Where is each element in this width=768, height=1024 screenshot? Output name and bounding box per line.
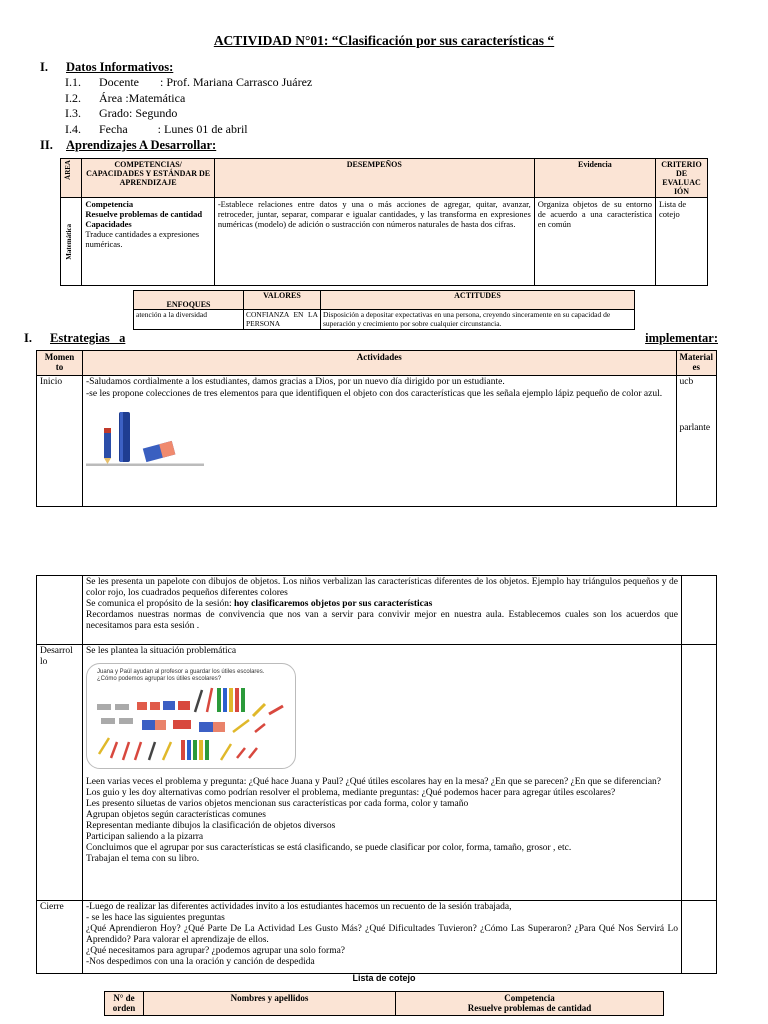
section-aprendizajes (40, 138, 216, 153)
cell-enfoque: atención a la diversidad (134, 310, 244, 330)
header-evidencia: Evidencia (534, 159, 655, 198)
section-label: Datos Informativos: (66, 60, 174, 74)
cell-materiales-blank (682, 576, 717, 645)
header-momento: Momen to (37, 351, 83, 376)
section-estrategias (24, 331, 718, 346)
cell-actividades-inicio: -Saludamos cordialmente a los estudiantes, damos gracias a Dios, por un nuevo día dirigido por un estudiante. -se les propone colecciones de tres elementos para que identifiquen el objeto con dos características que les señala ejemplo lápiz pequeño de color azul. (83, 376, 677, 507)
page-title: ACTIVIDAD N°01: “Clasificación por sus características “ (213, 33, 555, 48)
enfoques-table (133, 290, 635, 330)
cell-actividades-inicio-continued: Se les presenta un papelote con dibujos de objetos. Los niños verbalizan las características diferentes de los objetos. Ejemplo hay triángulos pequeños y de color rojo, los cuadrados pequeños diferentes colores Se comunica el propósito de la sesión: hoy clasificaremos objetos por sus características Recordamos nuestras normas de convivencia que nos van a servir para convivir mejor en nuestra aula. Establecemos cuales son los acuerdos que necesitamos para esta sesión . (83, 576, 682, 645)
cell-momento-blank (37, 576, 83, 645)
competencias-table (60, 158, 708, 286)
cell-actitud: Disposición a depositar expectativas en una persona, creyendo sinceramente en su capacidad de superación y crecimiento por sobre cualquier circunstancia. (321, 310, 635, 330)
estrategias-table (36, 350, 717, 507)
cell-area: Matemática (61, 198, 82, 286)
school-supplies-image (86, 406, 216, 466)
problem-illustration: Juana y Paúl ayudan al profesor a guardar los útiles escolares. ¿Cómo podemos agrupar los útiles escolares? (86, 663, 296, 769)
cell-materiales-desarrollo (682, 645, 717, 901)
cell-momento-desarrollo: Desarrol lo (37, 645, 83, 901)
section-datos-informativos (40, 60, 173, 75)
cell-momento-inicio: Inicio (37, 376, 83, 507)
cell-materiales-inicio: ucb parlante (676, 376, 716, 507)
header-actividades: Actividades (83, 351, 677, 376)
info-item-fecha: I.4. Fecha : Lunes 01 de abril (65, 121, 248, 136)
school-supplies-drawing (87, 684, 295, 768)
info-list (65, 75, 312, 137)
cell-materiales-cierre (682, 901, 717, 974)
section-label: Aprendizajes A Desarrollar: (66, 138, 217, 152)
header-actitudes: ACTITUDES (321, 291, 635, 310)
header-enfoques: ENFOQUES (134, 291, 244, 310)
section-label-right: implementar: (645, 331, 718, 345)
header-nombres: Nombres y apellidos (144, 992, 396, 1016)
info-item-area: I.2. Área :Matemática (65, 90, 186, 105)
cotejo-title: Lista de cotejo (352, 973, 416, 983)
section-label-left: Estrategias a (50, 331, 126, 345)
header-competencias: COMPETENCIAS/ CAPACIDADES Y ESTÁNDAR DE APRENDIZAJE (82, 159, 214, 198)
cell-actividades-cierre: -Luego de realizar las diferentes actividades invito a los estudiantes hacemos un recuento de la sesión trabajada, - se les hace las siguientes preguntas ¿Qué Aprendieron Hoy? ¿Qué Parte De La Actividad Les Gusto Más? ¿Qué Dificultades Tuvieron? ¿Cómo Las Superaron? ¿Para Qué Nos Servirá Lo Aprendido? Para valorar el aprendizaje de ellos. ¿Qué necesitamos para agrupar? ¿podemos agrupar una solo forma? -Nos despedimos con una la oración y canción de despedida (83, 901, 682, 974)
section-number: II. (40, 138, 53, 152)
header-competencia: Competencia Resuelve problemas de cantidad (396, 992, 664, 1016)
header-area: ÁREA (61, 159, 82, 198)
info-item-grado: I.3. Grado: Segundo (65, 106, 178, 120)
cell-competencia: Competencia Resuelve problemas de cantidad Capacidades Traduce cantidades a expresiones numéricas. (82, 198, 214, 286)
cell-criterio: Lista de cotejo (656, 198, 708, 286)
estrategias-table-continued (36, 575, 717, 974)
cotejo-table (104, 991, 664, 1016)
cell-actividades-desarrollo: Se les plantea la situación problemática Juana y Paúl ayudan al profesor a guardar los útiles escolares. ¿Cómo podemos agrupar los útiles escolares? Leen varias veces el problema y pregunta: ¿Qué hace Juana y Paul? ¿Qué útiles escolares hay en la mesa? ¿En que se parecen? ¿En que se diferencian? Los guio y les doy alternativas como podrían resolver el problema, mediante preguntas: ¿Qué podemos hacer para agregar útiles escolares? Les presento siluetas de varios objetos mencionan sus características por cada forma, color y tamaño Agrupan objetos según características comunes Representan mediante dibujos la clasificación de objetos diversos Participan saliendo a la pizarra Concluimos que el agrupar por sus características se está clasificando, se puede clasificar por color, forma, tamaño, grosor , etc. Trabajan el tema con su libro. (83, 645, 682, 901)
header-desempenos: DESEMPEÑOS (214, 159, 534, 198)
section-number: I. (24, 331, 32, 345)
header-materiales: Material es (676, 351, 716, 376)
cell-evidencia: Organiza objetos de su entorno de acuerdo a una característica en común (534, 198, 655, 286)
info-item-docente: I.1. Docente : Prof. Mariana Carrasco Juárez (65, 75, 313, 89)
cell-desempenos: -Establece relaciones entre datos y una o más acciones de agregar, quitar, avanzar, retroceder, juntar, separar, comparar e igualar cantidades, y las transforma en expresiones numéricas (modelo) de adición o sustracción con números naturales de hasta dos cifras. (214, 198, 534, 286)
cell-valor: CONFIANZA EN LA PERSONA (244, 310, 321, 330)
cell-momento-cierre: Cierre (37, 901, 83, 974)
header-valores: VALORES (244, 291, 321, 310)
section-number: I. (40, 60, 48, 74)
header-criterio: CRITERIO DE EVALUAC IÓN (656, 159, 708, 198)
header-orden: N° de orden (105, 992, 144, 1016)
